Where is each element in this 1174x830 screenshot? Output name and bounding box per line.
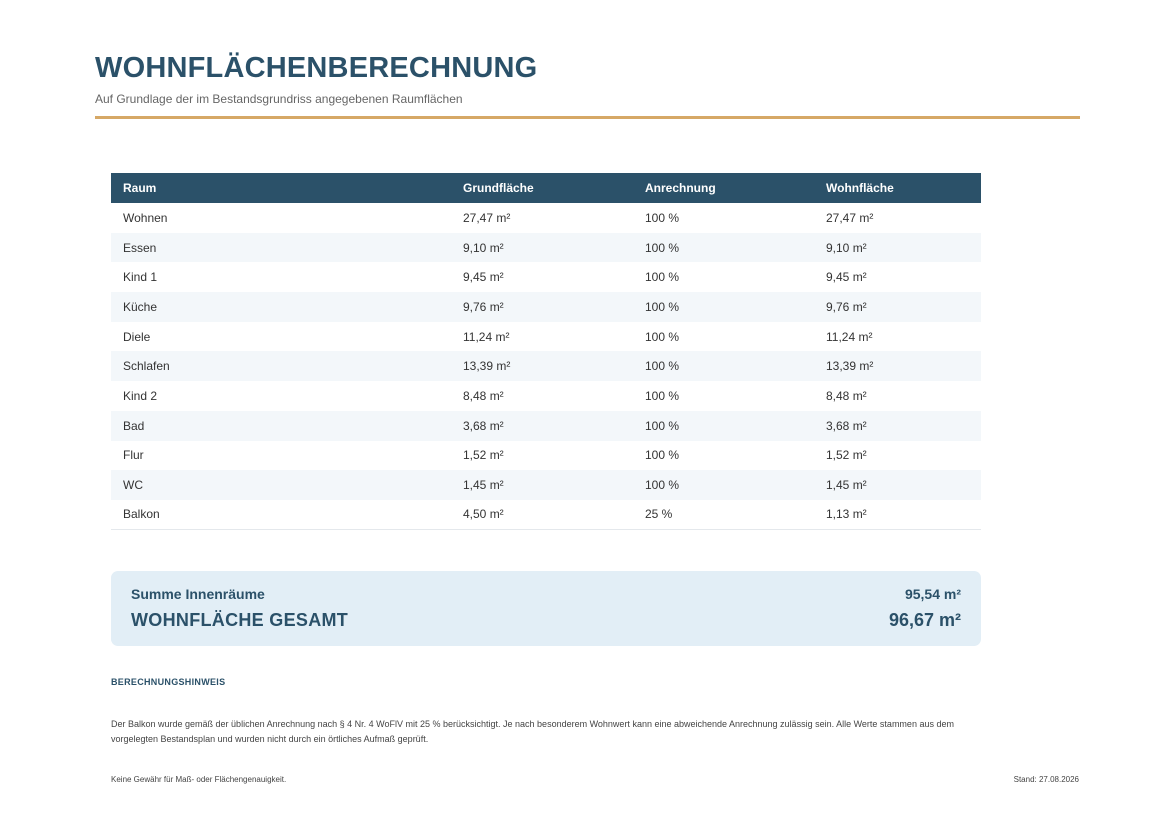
note-text: Der Balkon wurde gemäß der üblichen Anrechnung nach § 4 Nr. 4 WoFlV mit 25 % berücksichtigt. Je nach besonderem Wohnwert kann eine abweichende Anrechnung zulässig sein. Alle Werte stammen aus dem vorgelegten Bestandsplan und wurden nicht durch ein örtliches Aufmaß geprüft.	[111, 719, 954, 744]
cell-wohnflaeche: 3,68 m²	[814, 411, 981, 441]
cell-anrechnung: 100 %	[633, 411, 814, 441]
cell-raum: Kind 1	[123, 270, 158, 285]
cell-grundflaeche: 13,39 m²	[451, 351, 633, 381]
column-header-anrechnung: Anrechnung	[633, 173, 814, 203]
table-header-row	[111, 173, 981, 203]
table-row	[111, 411, 981, 441]
column-header-wohnflaeche: Wohnfläche	[814, 173, 981, 203]
cell-raum: Essen	[111, 233, 451, 263]
cell-wohnflaeche: 1,13 m²	[814, 500, 981, 530]
summary-box	[111, 571, 981, 646]
cell-wohnflaeche: 9,10 m²	[814, 233, 981, 263]
cell-anrechnung: 100 %	[633, 292, 814, 322]
cell-raum: Wohnen	[123, 210, 168, 225]
column-header-grundflaeche: Grundfläche	[451, 173, 633, 203]
table-row	[111, 381, 981, 411]
cell-grundflaeche: 27,47 m²	[463, 210, 511, 225]
cell-wohnflaeche: 1,45 m²	[814, 470, 981, 500]
cell-anrechnung: 100 %	[645, 448, 680, 463]
cell-wohnflaeche: 8,48 m²	[826, 388, 867, 403]
footer-date: Stand: 27.08.2026	[1013, 775, 1079, 784]
cell-grundflaeche: 9,45 m²	[463, 270, 504, 285]
header-divider	[95, 116, 1080, 119]
column-header-raum: Raum	[111, 173, 451, 203]
cell-grundflaeche: 4,50 m²	[451, 500, 633, 530]
cell-anrechnung: 100 %	[633, 233, 814, 263]
cell-wohnflaeche: 11,24 m²	[826, 329, 873, 344]
cell-grundflaeche: 3,68 m²	[451, 411, 633, 441]
table-row	[111, 351, 981, 381]
total-living-area-value: 96,67 m²	[888, 610, 961, 630]
cell-grundflaeche: 9,76 m²	[451, 292, 633, 322]
cell-wohnflaeche: 27,47 m²	[826, 210, 874, 225]
cell-wohnflaeche: 13,39 m²	[814, 351, 981, 381]
cell-raum: Küche	[111, 292, 451, 322]
cell-anrechnung: 100 %	[645, 210, 680, 225]
cell-wohnflaeche: 9,76 m²	[814, 292, 981, 322]
sum-interior-label: Summe Innenräume	[131, 586, 265, 602]
table-row	[111, 441, 981, 471]
table-row	[111, 233, 981, 263]
cell-grundflaeche: 1,52 m²	[463, 448, 504, 463]
page-subtitle: Auf Grundlage der im Bestandsgrundriss angegebenen Raumflächen	[95, 92, 463, 106]
cell-anrechnung: 100 %	[645, 388, 680, 403]
area-table	[111, 173, 981, 530]
table-row	[111, 500, 981, 530]
cell-anrechnung: 100 %	[633, 351, 814, 381]
cell-raum: Diele	[123, 329, 151, 344]
table-row	[111, 322, 981, 352]
cell-raum: Flur	[123, 448, 144, 463]
footer-disclaimer: Keine Gewähr für Maß- oder Flächengenauigkeit.	[111, 775, 287, 784]
page-title: WOHNFLÄCHENBERECHNUNG	[95, 52, 538, 84]
cell-raum: Kind 2	[123, 388, 158, 403]
cell-grundflaeche: 9,10 m²	[451, 233, 633, 263]
cell-grundflaeche: 8,48 m²	[463, 388, 504, 403]
sum-interior-value: 95,54 m²	[904, 586, 961, 602]
table-row	[111, 203, 981, 233]
cell-anrechnung: 25 %	[633, 500, 814, 530]
cell-raum: Bad	[111, 411, 451, 441]
note-heading: BERECHNUNGSHINWEIS	[111, 677, 226, 687]
cell-raum: WC	[111, 470, 451, 500]
cell-anrechnung: 100 %	[645, 329, 680, 344]
cell-grundflaeche: 1,45 m²	[451, 470, 633, 500]
table-row	[111, 262, 981, 292]
table-row	[111, 470, 981, 500]
cell-raum: Balkon	[111, 500, 451, 530]
cell-wohnflaeche: 9,45 m²	[826, 270, 867, 285]
cell-anrechnung: 100 %	[633, 470, 814, 500]
table-row	[111, 292, 981, 322]
cell-anrechnung: 100 %	[645, 270, 680, 285]
cell-grundflaeche: 11,24 m²	[463, 329, 510, 344]
total-living-area-label: WOHNFLÄCHE GESAMT	[131, 610, 349, 630]
cell-wohnflaeche: 1,52 m²	[826, 448, 867, 463]
cell-raum: Schlafen	[111, 351, 451, 381]
